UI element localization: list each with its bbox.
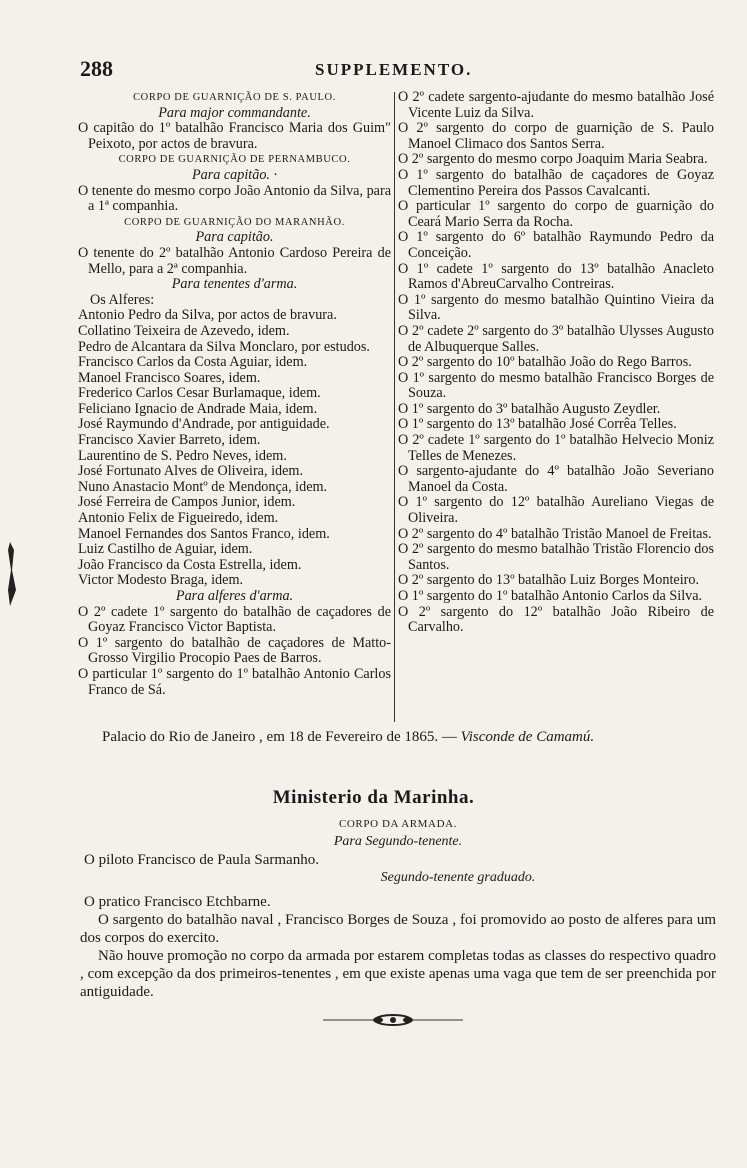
entry: O 1º sargento do mesmo batalhão Quintino Vieira da Silva.	[398, 291, 714, 324]
list-item: João Francisco da Costa Estrella, idem.	[78, 556, 302, 573]
list-item: Manoel Francisco Soares, idem.	[78, 369, 261, 386]
ornament-divider	[318, 1012, 468, 1028]
section-heading: CORPO DE GUARNIÇÃO DO MARANHÃO.	[124, 216, 345, 228]
list-item: Francisco Carlos da Costa Aguiar, idem.	[78, 354, 308, 371]
entry: O 2º sargento do 12º batalhão João Ribeiro de Carvalho.	[398, 603, 714, 636]
entry: O 2º sargento do 13º batalhão Luiz Borges Monteiro.	[398, 572, 700, 589]
entry: O 2º cadete 1º sargento do batalhão de caçadores de Goyaz Francisco Victor Baptista.	[78, 603, 391, 636]
entry: O 2º cadete 1º sargento do 1º batalhão Helvecio Moniz Telles de Menezes.	[398, 432, 714, 464]
entry: O 2º sargento do 10º batalhão João do Rego Barros.	[398, 354, 692, 371]
section-subheading: Para major commandante.	[158, 104, 311, 121]
entry: O 2º sargento do mesmo batalhão Tristão Florencio dos Santos.	[398, 541, 714, 573]
entry: O 2º cadete sargento-ajudante do mesmo batalhão José Vicente Luiz da Silva.	[398, 89, 714, 121]
entry: O tenente do 2º batalhão Antonio Cardoso Pereira de Mello, para a 2ª companhia.	[78, 244, 391, 277]
list-item: Luiz Castilho de Aguiar, idem.	[78, 541, 253, 558]
right-column	[398, 90, 714, 636]
entry: O 1º sargento do 6º batalhão Raymundo Pedro da Conceição.	[398, 229, 714, 261]
signature: Visconde de Camamú.	[460, 729, 595, 745]
section-subheading: Para alferes d'arma.	[175, 588, 294, 604]
list-item: Victor Modesto Braga, idem.	[78, 572, 244, 589]
running-title: SUPPLEMENTO.	[315, 60, 473, 79]
column-divider	[394, 92, 395, 722]
two-column-body	[78, 90, 714, 730]
entry: O 1º sargento do 3º batalhão Augusto Zeydler.	[398, 400, 661, 417]
list-item: José Ferreira de Campos Junior, idem.	[78, 494, 296, 511]
section-subheading: Para capitão. ·	[191, 166, 278, 183]
paragraph: Não houve promoção no corpo da armada por estarem completas todas as classes do respectivo quadro , com excepção da dos primeiros-tenentes , em que existe apenas uma vaga que tem de ser preenchida por antiguidade.	[80, 948, 716, 1000]
list-item: Manoel Fernandes dos Santos Franco, idem.	[78, 525, 330, 542]
section-heading: CORPO DE GUARNIÇÃO DE PERNAMBUCO.	[118, 154, 351, 166]
ministry-title: Ministerio da Marinha.	[272, 787, 475, 808]
entry: O particular 1º sargento do 1º batalhão Antonio Carlos Franco de Sá.	[78, 665, 391, 698]
list-item: José Raymundo d'Andrade, por antiguidade.	[78, 416, 330, 433]
entry: O 1º sargento do batalhão de caçadores de Matto-Grosso Virgilio Procopio Paes de Barros.	[78, 634, 391, 667]
entry: O capitão do 1º batalhão Francisco Maria dos Guim″ Peixoto, por actos de bravura.	[78, 120, 391, 152]
alferes-label: Os Alferes:	[90, 291, 155, 308]
section-subheading: Para capitão.	[195, 229, 274, 246]
list-item: José Fortunato Alves de Oliveira, idem.	[78, 463, 303, 480]
section-subheading: Para tenentes d'arma.	[171, 276, 298, 293]
entry: O 1º sargento do 13º batalhão José Corrêa Telles.	[398, 416, 677, 433]
list-item: Frederico Carlos Cesar Burlamaque, idem.	[78, 385, 321, 402]
entry: O particular 1º sargento do corpo de guarnição do Ceará Mario Serra da Rocha.	[398, 198, 714, 230]
entry: O 2º cadete 2º sargento do 3º batalhão Ulysses Augusto de Albuquerque Salles.	[398, 322, 714, 355]
entry: O 1º sargento do mesmo batalhão Francisco Borges de Souza.	[398, 369, 714, 402]
dateline	[102, 729, 722, 746]
entry: O sargento-ajudante do 4º batalhão João Severiano Manoel da Costa.	[398, 463, 714, 495]
entry: O 2º sargento do mesmo corpo Joaquim Maria Seabra.	[398, 151, 708, 168]
entry: O 2º sargento do 4º batalhão Tristão Manoel de Freitas.	[398, 525, 712, 542]
left-column	[78, 90, 391, 698]
entry: O 1º cadete 1º sargento do 13º batalhão Anacleto Ramos d'AbreuCarvalho Contreiras.	[398, 260, 714, 293]
entry: O 1º sargento do 12º batalhão Aureliano Viegas de Oliveira.	[398, 494, 714, 527]
entry: O 1º sargento do batalhão de caçadores de Goyaz Clementino Pereira dos Passos Cavalcanti.	[398, 166, 714, 199]
page-edge-mark	[2, 540, 22, 610]
marinha-section	[80, 815, 716, 1001]
list-item: Francisco Xavier Barreto, idem.	[78, 432, 261, 449]
list-item: Antonio Felix de Figueiredo, idem.	[78, 510, 279, 527]
page-header	[80, 56, 710, 84]
section-subheading: Para Segundo-tenente.	[333, 834, 463, 849]
page-number: 288	[80, 56, 113, 81]
list-item: Feliciano Ignacio de Andrade Maia, idem.	[78, 400, 318, 417]
entry: O pratico Francisco Etchbarne.	[84, 894, 271, 910]
section-heading: CORPO DE GUARNIÇÃO DE S. PAULO.	[133, 92, 336, 103]
list-item: Pedro de Alcantara da Silva Monclaro, por estudos.	[78, 338, 370, 355]
dateline-text: Palacio do Rio de Janeiro , em 18 de Fevereiro de 1865. —	[102, 729, 461, 745]
section-subheading: Segundo-tenente graduado.	[380, 870, 536, 885]
entry: O 2º sargento do corpo de guarnição de S. Paulo Manoel Climaco dos Santos Serra.	[398, 120, 714, 152]
paragraph: O sargento do batalhão naval , Francisco Borges de Souza , foi promovido ao posto de alferes para um dos corpos do exercito.	[80, 912, 716, 946]
entry: O 1º sargento do 1º batalhão Antonio Carlos da Silva.	[398, 588, 703, 604]
list-item: Antonio Pedro da Silva, por actos de bravura.	[78, 307, 337, 324]
section-heading: CORPO DA ARMADA.	[338, 818, 458, 830]
list-item: Collatino Teixeira de Azevedo, idem.	[78, 322, 290, 339]
list-item: Laurentino de S. Pedro Neves, idem.	[78, 447, 287, 464]
list-item: Nuno Anastacio Montº de Mendonça, idem.	[78, 478, 328, 495]
entry: O tenente do mesmo corpo João Antonio da Silva, para a 1ª companhia.	[78, 182, 391, 215]
entry: O piloto Francisco de Paula Sarmanho.	[84, 852, 319, 868]
